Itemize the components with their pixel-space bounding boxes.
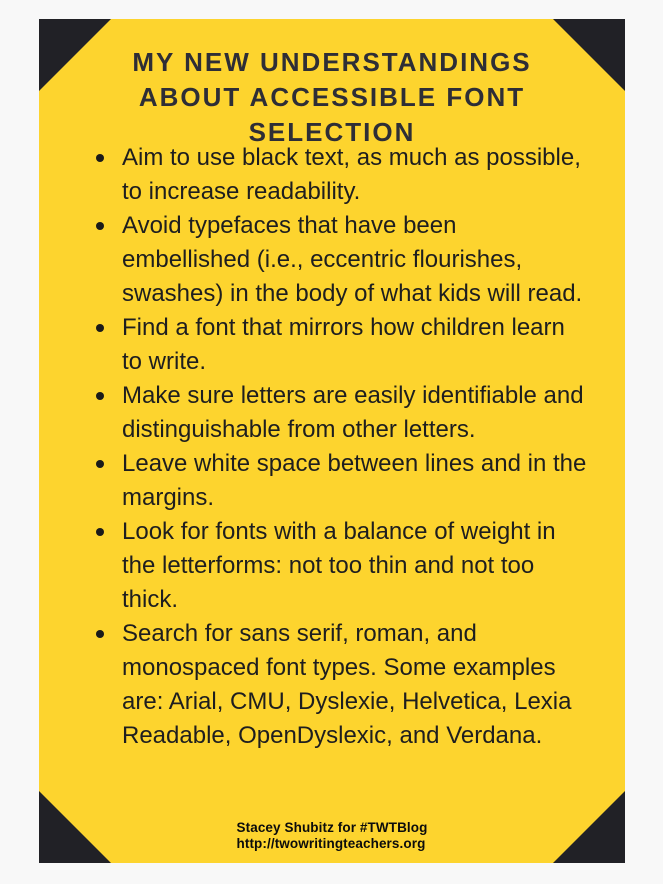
title-line-1: MY NEW UNDERSTANDINGS <box>132 47 532 77</box>
attribution <box>39 820 625 852</box>
poster <box>39 19 625 863</box>
list-item: Look for fonts with a balance of weight in the letterforms: not too thin and not too thick. <box>122 515 590 617</box>
list-item: Make sure letters are easily identifiable and distinguishable from other letters. <box>122 379 590 447</box>
list-item: Search for sans serif, roman, and monospaced font types. Some examples are: Arial, CMU, Dyslexie, Helvetica, Lexia Readable, OpenDyslexic, and Verdana. <box>122 617 590 753</box>
attribution-author: Stacey Shubitz for #TWTBlog <box>236 820 428 835</box>
list-item: Leave white space between lines and in the margins. <box>122 447 590 515</box>
attribution-block <box>237 820 428 852</box>
bullet-list <box>39 141 590 753</box>
list-item: Aim to use black text, as much as possible, to increase readability. <box>122 141 590 209</box>
attribution-url: http://twowritingteachers.org <box>236 836 426 851</box>
poster-title <box>59 45 605 150</box>
title-line-2: ABOUT ACCESSIBLE FONT <box>138 82 526 112</box>
list-item: Find a font that mirrors how children learn to write. <box>122 311 590 379</box>
title-line-3: SELECTION <box>248 117 416 147</box>
list-item: Avoid typefaces that have been embellished (i.e., eccentric flourishes, swashes) in the body of what kids will read. <box>122 209 590 311</box>
